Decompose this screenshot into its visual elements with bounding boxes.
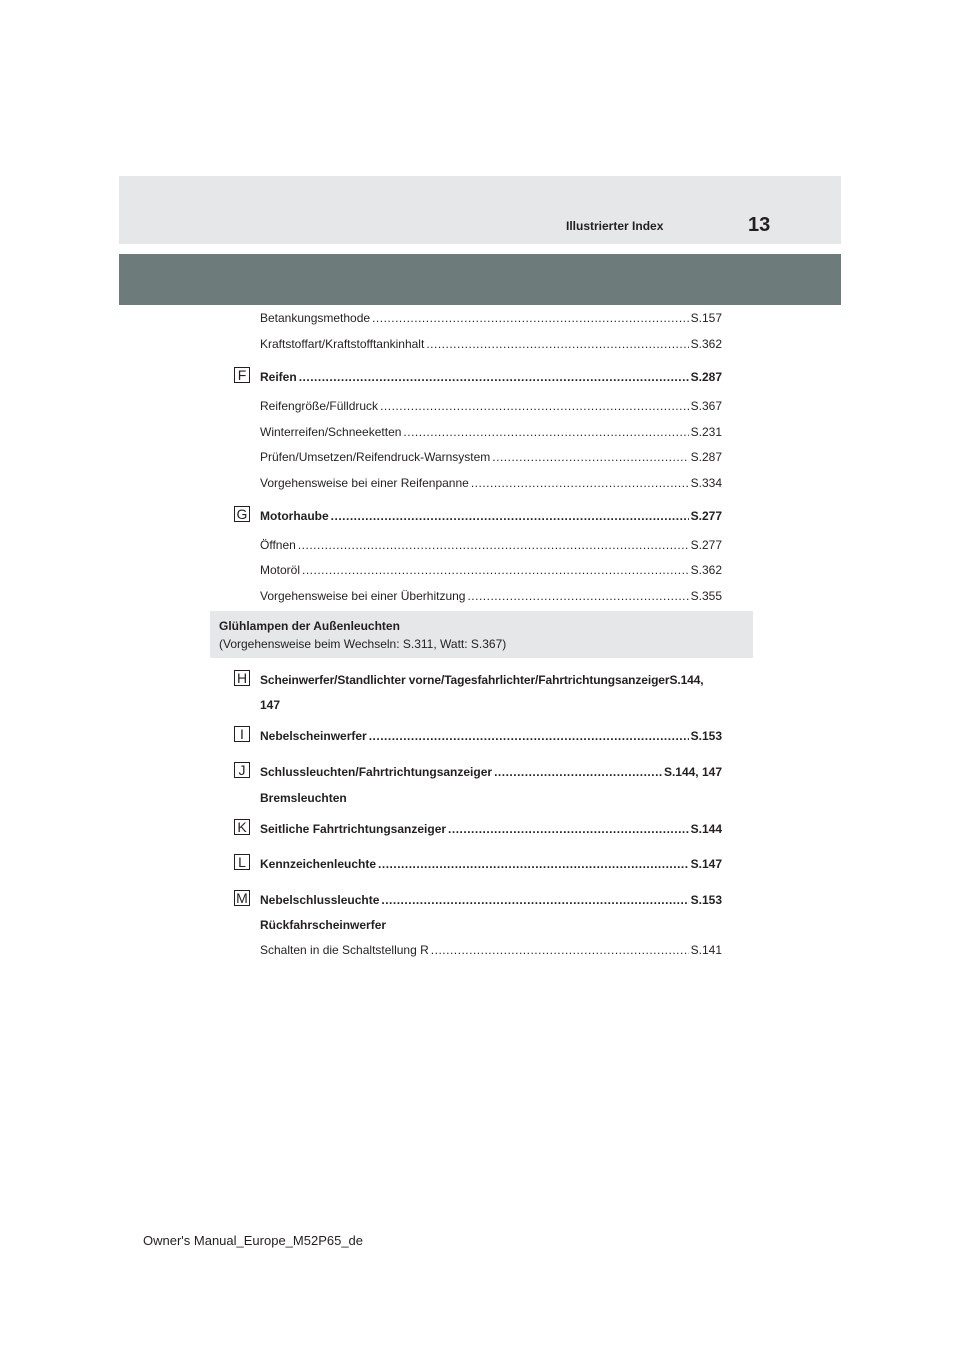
entry-page[interactable]: S.277 (690, 538, 722, 552)
leader-dots (380, 399, 689, 413)
leader-dots (372, 311, 689, 325)
entry-page[interactable]: S.153 (690, 729, 722, 743)
entry-label: Motorhaube (260, 509, 329, 523)
entry-page[interactable]: S.153 (690, 893, 722, 907)
entry-label: Schalten in die Schaltstellung R (260, 943, 429, 957)
callout-letter-j: J (234, 762, 250, 778)
entry-page[interactable]: S.334 (690, 476, 722, 490)
entry-label: Reifengröße/Fülldruck (260, 399, 379, 413)
leader-dots (426, 337, 688, 351)
entry-label: Betankungsmethode (260, 311, 371, 325)
entry-label: Öffnen (260, 538, 296, 552)
leader-dots (299, 370, 689, 384)
bulb-info-panel (210, 611, 753, 658)
entry-page[interactable]: S.287 (690, 370, 722, 384)
entry-page[interactable]: S.144, 147 (663, 765, 722, 779)
leader-dots (369, 729, 689, 743)
index-heading (260, 893, 722, 907)
entry-page[interactable]: S.147 (690, 857, 722, 871)
index-entry (260, 399, 722, 413)
leader-dots (403, 425, 688, 439)
entry-page[interactable]: S.231 (690, 425, 722, 439)
bulb-panel-title: Glühlampen der Außenleuchten (219, 619, 400, 633)
entry-label: Motoröl (260, 563, 301, 577)
leader-dots (467, 589, 688, 603)
entry-label: Prüfen/Umsetzen/Reifendruck-Warnsystem (260, 450, 491, 464)
bulb-entry-line: Rückfahrscheinwerfer (260, 918, 387, 932)
leader-dots (298, 538, 689, 552)
footer-text: Owner's Manual_Europe_M52P65_de (143, 1233, 364, 1248)
index-entry (260, 538, 722, 552)
callout-letter-m: M (234, 890, 250, 906)
leader-dots (492, 450, 688, 464)
page-number: 13 (748, 214, 771, 236)
leader-dots (378, 857, 689, 871)
entry-label: Kraftstoffart/Kraftstofftankinhalt (260, 337, 425, 351)
index-entry (260, 337, 722, 351)
index-heading (260, 370, 722, 384)
index-heading (260, 729, 722, 743)
callout-letter-l: L (234, 854, 250, 870)
index-entry (260, 450, 722, 464)
index-entry (260, 563, 722, 577)
bulb-entry-line: 147 (260, 698, 281, 712)
leader-dots (431, 943, 689, 957)
bulb-entry-line: Scheinwerfer/Standlichter vorne/Tagesfahrlichter/FahrtrichtungsanzeigerS.144, (260, 673, 704, 687)
callout-letter-g: G (234, 506, 250, 522)
leader-dots (471, 476, 689, 490)
entry-page[interactable]: S.287 (690, 450, 722, 464)
entry-label: Seitliche Fahrtrichtungsanzeiger (260, 822, 447, 836)
callout-letter-k: K (234, 819, 250, 835)
entry-page[interactable]: S.367 (690, 399, 722, 413)
entry-page[interactable]: S.362 (690, 563, 722, 577)
leader-dots (381, 893, 688, 907)
index-heading (260, 822, 722, 836)
index-entry (260, 589, 722, 603)
leader-dots (448, 822, 689, 836)
index-heading (260, 765, 722, 779)
callout-letter-h: H (234, 670, 250, 686)
leader-dots (302, 563, 689, 577)
entry-page[interactable]: S.362 (690, 337, 722, 351)
entry-page[interactable]: S.355 (690, 589, 722, 603)
entry-page[interactable]: S.157 (690, 311, 722, 325)
entry-label: Vorgehensweise bei einer Reifenpanne (260, 476, 469, 490)
bulb-entry-line: Bremsleuchten (260, 791, 347, 805)
callout-letter-f: F (234, 367, 250, 383)
section-title: Illustrierter Index (566, 219, 664, 233)
index-entry (260, 425, 722, 439)
entry-label: Nebelscheinwerfer (260, 729, 367, 743)
index-heading (260, 857, 722, 871)
entry-label: Schlussleuchten/Fahrtrichtungsanzeiger (260, 765, 493, 779)
entry-label: Nebelschlussleuchte (260, 893, 380, 907)
entry-label: Reifen (260, 370, 297, 384)
entry-label: Vorgehensweise bei einer Überhitzung (260, 589, 466, 603)
entry-page[interactable]: S.141 (690, 943, 722, 957)
entry-label: Kennzeichenleuchte (260, 857, 377, 871)
entry-page[interactable]: S.144 (690, 822, 722, 836)
leader-dots (331, 509, 689, 523)
index-heading (260, 509, 722, 523)
index-entry (260, 311, 722, 325)
leader-dots (494, 765, 662, 779)
index-entry (260, 943, 722, 957)
index-entry (260, 476, 722, 490)
entry-page[interactable]: S.277 (690, 509, 722, 523)
header-bar (119, 254, 841, 305)
bulb-panel-note: (Vorgehensweise beim Wechseln: S.311, Watt: S.367) (219, 637, 507, 651)
callout-letter-i: I (234, 726, 250, 742)
header-banner (119, 176, 841, 244)
entry-label: Winterreifen/Schneeketten (260, 425, 402, 439)
